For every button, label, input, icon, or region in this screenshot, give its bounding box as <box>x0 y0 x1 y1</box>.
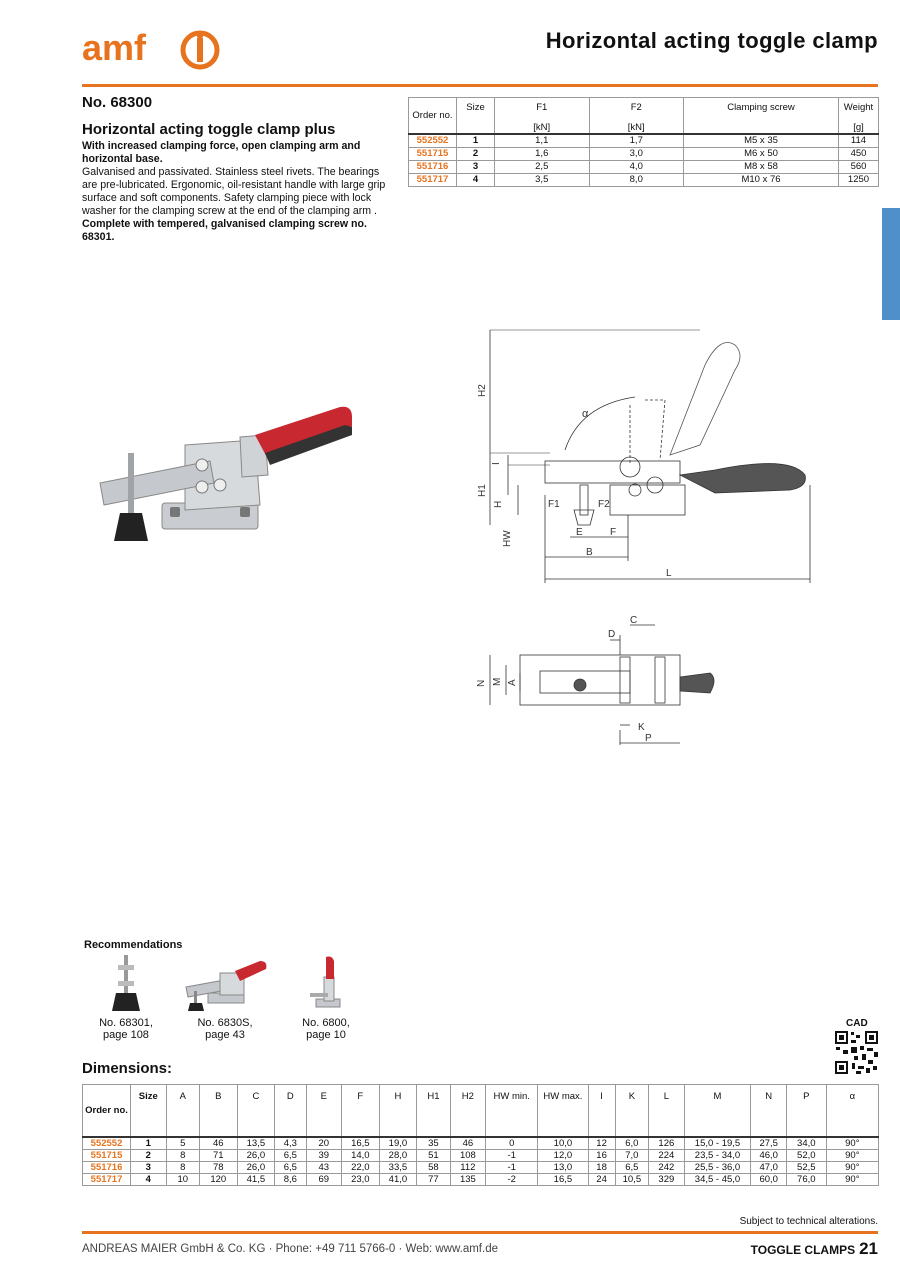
label-f2: F2 <box>598 499 610 510</box>
label-k: K <box>638 722 645 733</box>
dim-cell: 34,0 <box>786 1137 826 1150</box>
dim-header-cell: E <box>306 1085 342 1137</box>
order-cell: 552552 <box>409 134 457 147</box>
th-f1-label: F1 <box>536 102 548 113</box>
rec-line2: page 43 <box>205 1029 245 1041</box>
dim-cell: 1 <box>131 1137 167 1150</box>
label-a: A <box>507 679 518 686</box>
weight-cell: 560 <box>839 160 879 173</box>
dim-header-cell: HW max. <box>538 1085 588 1137</box>
top-view-drawing <box>470 615 720 755</box>
dim-cell: 14,0 <box>342 1149 380 1161</box>
dim-cell: 8 <box>166 1149 199 1161</box>
cad-qr-code[interactable] <box>834 1030 879 1075</box>
th-f2-label: F2 <box>630 102 642 113</box>
dim-cell: 120 <box>199 1173 237 1185</box>
dim-cell: 0 <box>486 1137 538 1150</box>
label-f1: F1 <box>548 499 560 510</box>
dim-cell: 126 <box>649 1137 685 1150</box>
dimensions-title: Dimensions: <box>82 1060 173 1077</box>
dim-cell: 6,0 <box>615 1137 648 1150</box>
cad-label: CAD <box>846 1018 868 1029</box>
size-cell: 2 <box>457 147 495 160</box>
size-cell: 3 <box>457 160 495 173</box>
dim-cell: -2 <box>486 1173 538 1185</box>
dim-cell: 47,0 <box>751 1161 787 1173</box>
label-d: D <box>608 629 616 640</box>
label-b: B <box>586 547 593 558</box>
dim-cell: 10,0 <box>538 1137 588 1150</box>
dim-cell: 77 <box>417 1173 450 1185</box>
dim-cell: 46,0 <box>751 1149 787 1161</box>
table-row <box>409 173 879 186</box>
dim-cell: 551717 <box>83 1173 131 1185</box>
footer-section-label: TOGGLE CLAMPS <box>750 1243 856 1257</box>
label-h1: H1 <box>477 484 488 497</box>
table-row <box>83 1161 879 1173</box>
order-cell: 551715 <box>409 147 457 160</box>
th-weight-label: Weight <box>843 102 874 113</box>
dim-cell: 10,5 <box>615 1173 648 1185</box>
dim-cell: 135 <box>450 1173 486 1185</box>
footer-company: ANDREAS MAIER GmbH & Co. KG · Phone: +49 711 5766-0 · Web: www.amf.de <box>82 1243 498 1255</box>
dim-header-cell: B <box>199 1085 237 1137</box>
order-cell: 551716 <box>409 160 457 173</box>
article-number: No. 68300 <box>82 94 153 111</box>
size-cell: 1 <box>457 134 495 147</box>
dim-cell: 41,5 <box>237 1173 275 1185</box>
f2-cell: 4,0 <box>589 160 684 173</box>
dim-cell: 7,0 <box>615 1149 648 1161</box>
dim-cell: 26,0 <box>237 1149 275 1161</box>
dimensions-header-row <box>83 1085 879 1137</box>
dim-cell: 90° <box>826 1149 878 1161</box>
dim-cell: 3 <box>131 1161 167 1173</box>
screw-image <box>106 955 146 1013</box>
dim-cell: 20 <box>306 1137 342 1150</box>
dim-cell: 551715 <box>83 1149 131 1161</box>
dim-cell: 46 <box>450 1137 486 1150</box>
subject-note: Subject to technical alterations. <box>739 1216 878 1227</box>
dim-cell: 18 <box>588 1161 615 1173</box>
product-description <box>82 140 387 244</box>
dim-cell: 16,5 <box>342 1137 380 1150</box>
dim-header-cell: α <box>826 1085 878 1137</box>
page-number: 21 <box>859 1239 878 1258</box>
order-table <box>408 97 879 187</box>
dim-cell: 90° <box>826 1161 878 1173</box>
dim-cell: 23,5 - 34,0 <box>684 1149 751 1161</box>
dim-cell: 78 <box>199 1161 237 1173</box>
vertical-clamp-image <box>306 955 346 1013</box>
weight-cell: 114 <box>839 134 879 147</box>
dim-cell: 551716 <box>83 1161 131 1173</box>
dim-header-cell: D <box>275 1085 306 1137</box>
section-tab <box>882 208 900 320</box>
dim-cell: 60,0 <box>751 1173 787 1185</box>
th-f2 <box>589 98 684 135</box>
recommendations-title: Recommendations <box>84 939 183 951</box>
bottom-divider <box>82 1231 878 1234</box>
dim-cell: 46 <box>199 1137 237 1150</box>
dim-cell: 12 <box>588 1137 615 1150</box>
th-weight-unit: [g] <box>853 122 864 133</box>
dim-cell: -1 <box>486 1149 538 1161</box>
dim-header-cell: A <box>166 1085 199 1137</box>
rec-line1: No. 6830S, <box>197 1017 253 1029</box>
page-title: Horizontal acting toggle clamp <box>545 28 878 53</box>
dim-cell: 6,5 <box>615 1161 648 1173</box>
dim-cell: 108 <box>450 1149 486 1161</box>
dim-cell: 35 <box>417 1137 450 1150</box>
dim-cell: 27,5 <box>751 1137 787 1150</box>
dim-cell: 90° <box>826 1137 878 1150</box>
th-f1-unit: [kN] <box>533 122 551 133</box>
recommendation-item[interactable] <box>92 955 160 1041</box>
dim-cell: 34,5 - 45,0 <box>684 1173 751 1185</box>
dim-header-cell: Size <box>131 1085 167 1137</box>
dim-cell: 26,0 <box>237 1161 275 1173</box>
dim-cell: 13,5 <box>237 1137 275 1150</box>
dim-cell: 52,0 <box>786 1149 826 1161</box>
product-title: Horizontal acting toggle clamp plus <box>82 121 336 138</box>
dim-cell: 51 <box>417 1149 450 1161</box>
dim-cell: 39 <box>306 1149 342 1161</box>
dim-header-cell: Order no. <box>83 1085 131 1137</box>
dim-header-cell: K <box>615 1085 648 1137</box>
label-i: I <box>491 462 502 465</box>
th-weight <box>839 98 879 135</box>
f2-cell: 3,0 <box>589 147 684 160</box>
rec-line1: No. 6800, <box>302 1017 350 1029</box>
dim-header-cell: H <box>379 1085 417 1137</box>
dim-cell: 5 <box>166 1137 199 1150</box>
weight-cell: 450 <box>839 147 879 160</box>
th-order: Order no. <box>409 98 457 135</box>
dim-cell: 69 <box>306 1173 342 1185</box>
dim-cell: 23,0 <box>342 1173 380 1185</box>
dim-cell: 41,0 <box>379 1173 417 1185</box>
table-row <box>83 1149 879 1161</box>
table-row <box>83 1173 879 1185</box>
dim-cell: 112 <box>450 1161 486 1173</box>
th-size: Size <box>457 98 495 135</box>
desc-text: Galvanised and passivated. Stainless steel rivets. The bearings are pre-lubricated. Ergonomic, oil-resistant handle with large grip surface and soft components. Safety clamping piece with lock washer for the clamping screw at the end of the clamping arm . <box>82 166 386 217</box>
dim-cell: -1 <box>486 1161 538 1173</box>
f1-cell: 1,6 <box>495 147 590 160</box>
side-view-drawing <box>470 325 830 585</box>
dim-cell: 22,0 <box>342 1161 380 1173</box>
dim-cell: 28,0 <box>379 1149 417 1161</box>
logo-text: amf <box>82 27 147 68</box>
dim-cell: 12,0 <box>538 1149 588 1161</box>
label-c: C <box>630 615 638 626</box>
dim-header-cell: L <box>649 1085 685 1137</box>
dim-cell: 71 <box>199 1149 237 1161</box>
dim-cell: 224 <box>649 1149 685 1161</box>
amf-logo <box>82 26 222 72</box>
product-photo <box>90 395 375 555</box>
table-row <box>83 1137 879 1150</box>
dim-cell: 4,3 <box>275 1137 306 1150</box>
screw-cell: M8 x 58 <box>684 160 839 173</box>
dim-cell: 33,5 <box>379 1161 417 1173</box>
dim-header-cell: H1 <box>417 1085 450 1137</box>
dim-cell: 8,6 <box>275 1173 306 1185</box>
dim-header-cell: F <box>342 1085 380 1137</box>
th-screw: Clamping screw <box>684 98 839 135</box>
screw-cell: M10 x 76 <box>684 173 839 186</box>
label-p: P <box>645 733 652 744</box>
dim-cell: 43 <box>306 1161 342 1173</box>
rec-line2: page 108 <box>103 1029 149 1041</box>
dim-cell: 8 <box>166 1161 199 1173</box>
dim-cell: 13,0 <box>538 1161 588 1173</box>
f1-cell: 2,5 <box>495 160 590 173</box>
dim-header-cell: N <box>751 1085 787 1137</box>
f1-cell: 1,1 <box>495 134 590 147</box>
screw-cell: M5 x 35 <box>684 134 839 147</box>
table-row <box>409 160 879 173</box>
label-e: E <box>576 527 583 538</box>
label-hw: HW <box>502 530 513 547</box>
th-f2-unit: [kN] <box>627 122 645 133</box>
recommendation-item[interactable] <box>295 955 357 1041</box>
size-cell: 4 <box>457 173 495 186</box>
dim-cell: 329 <box>649 1173 685 1185</box>
dim-cell: 58 <box>417 1161 450 1173</box>
dim-cell: 2 <box>131 1149 167 1161</box>
dim-cell: 15,0 - 19,5 <box>684 1137 751 1150</box>
f2-cell: 8,0 <box>589 173 684 186</box>
dim-cell: 25,5 - 36,0 <box>684 1161 751 1173</box>
rec-line1: No. 68301, <box>99 1017 153 1029</box>
label-alpha: α <box>582 408 589 420</box>
dim-cell: 16,5 <box>538 1173 588 1185</box>
th-f1 <box>495 98 590 135</box>
rec-line2: page 10 <box>306 1029 346 1041</box>
dim-cell: 24 <box>588 1173 615 1185</box>
dim-header-cell: H2 <box>450 1085 486 1137</box>
order-cell: 551717 <box>409 173 457 186</box>
f2-cell: 1,7 <box>589 134 684 147</box>
dim-cell: 10 <box>166 1173 199 1185</box>
dim-cell: 52,5 <box>786 1161 826 1173</box>
dim-cell: 19,0 <box>379 1137 417 1150</box>
dim-cell: 6,5 <box>275 1161 306 1173</box>
footer-section <box>751 1239 878 1259</box>
clamp-image <box>180 955 270 1013</box>
label-m: M <box>492 677 503 686</box>
label-l: L <box>666 568 672 579</box>
table-row <box>409 134 879 147</box>
dim-header-cell: M <box>684 1085 751 1137</box>
dimensions-table <box>82 1084 879 1186</box>
dim-header-cell: HW min. <box>486 1085 538 1137</box>
table-row <box>409 147 879 160</box>
dim-cell: 76,0 <box>786 1173 826 1185</box>
dim-cell: 552552 <box>83 1137 131 1150</box>
dim-cell: 16 <box>588 1149 615 1161</box>
label-n: N <box>476 679 487 687</box>
dim-cell: 6,5 <box>275 1149 306 1161</box>
top-divider <box>82 84 878 87</box>
recommendation-item[interactable] <box>180 955 270 1041</box>
weight-cell: 1250 <box>839 173 879 186</box>
dim-header-cell: I <box>588 1085 615 1137</box>
desc-bold-2: Complete with tempered, galvanised clamping screw no. 68301. <box>82 218 367 243</box>
dim-cell: 4 <box>131 1173 167 1185</box>
desc-bold: With increased clamping force, open clamping arm and horizontal base. <box>82 140 361 165</box>
label-h2: H2 <box>477 384 488 397</box>
dim-cell: 242 <box>649 1161 685 1173</box>
label-f: F <box>610 527 617 538</box>
label-h: H <box>493 500 504 508</box>
screw-cell: M6 x 50 <box>684 147 839 160</box>
dim-cell: 90° <box>826 1173 878 1185</box>
dim-header-cell: C <box>237 1085 275 1137</box>
dim-header-cell: P <box>786 1085 826 1137</box>
f1-cell: 3,5 <box>495 173 590 186</box>
